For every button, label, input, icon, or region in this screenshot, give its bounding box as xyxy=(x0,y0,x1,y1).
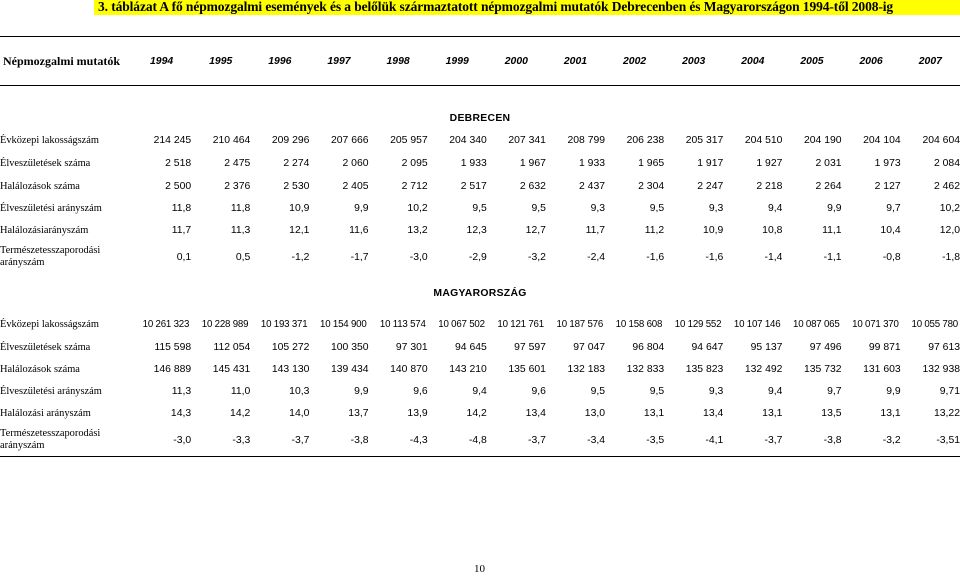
cell-value: 2 530 xyxy=(283,180,310,192)
row-label: Élveszületések száma xyxy=(0,341,91,353)
cell-value: 2 462 xyxy=(933,180,960,192)
cell-value: 10 067 502 xyxy=(438,319,485,330)
cell-value: 135 601 xyxy=(508,363,546,375)
cell-value: 13,1 xyxy=(643,407,665,419)
cell-value: 12,7 xyxy=(525,224,546,236)
cell-value: 204 604 xyxy=(922,134,960,146)
cell-value: 11,1 xyxy=(822,224,842,236)
cell-value: 146 889 xyxy=(153,363,192,375)
cell-value: -3,51 xyxy=(901,424,960,457)
cell-value: -2,9 xyxy=(468,251,487,263)
cell-value: 1 967 xyxy=(519,158,546,169)
cell-value: 0,1 xyxy=(176,251,192,263)
cell-value: -3,5 xyxy=(605,424,664,457)
cell-value: 10 071 370 xyxy=(852,319,899,330)
cell-value: 10,9 xyxy=(703,224,724,236)
cell-value: 2 518 xyxy=(165,158,192,169)
cell-value: 97 597 xyxy=(514,341,546,353)
year-header: 1997 xyxy=(309,37,368,86)
cell-value: 13,2 xyxy=(407,224,428,236)
table-row xyxy=(0,241,960,273)
cell-value: 13,5 xyxy=(821,407,842,419)
cell-value: 10,2 xyxy=(939,202,960,214)
data-table xyxy=(0,36,960,457)
cell-value: 97 301 xyxy=(395,341,428,353)
header-label: Népmozgalmi mutatók xyxy=(0,37,132,86)
cell-value: 9,9 xyxy=(827,202,842,214)
row-label: Élveszületések száma xyxy=(0,158,91,169)
cell-value: 11,3 xyxy=(230,224,251,236)
section-title: MAGYARORSZÁG xyxy=(433,287,527,299)
cell-value: 11,7 xyxy=(171,224,192,236)
cell-value: 9,9 xyxy=(354,385,369,397)
cell-value: 2 247 xyxy=(697,180,724,192)
cell-value: 1 933 xyxy=(579,158,606,169)
row-label: Évközepi lakosságszám xyxy=(0,319,99,330)
cell-value: 205 957 xyxy=(390,134,428,146)
year-header: 2004 xyxy=(723,37,782,86)
cell-value: 94 647 xyxy=(691,341,724,353)
cell-value: 2 405 xyxy=(342,180,369,192)
year-header: 1996 xyxy=(250,37,309,86)
cell-value: 1 917 xyxy=(697,158,724,169)
table-title: 3. táblázat A fő népmozgalmi események és a belőlük származtatott népmozgalmi mutatók Debrecenben és Magyarországon 1994-től 2008-ig xyxy=(98,0,894,14)
cell-value: 14,2 xyxy=(230,407,251,419)
cell-value: -4,3 xyxy=(369,424,428,457)
cell-value: 10 187 576 xyxy=(556,319,604,330)
cell-value: 209 296 xyxy=(271,134,310,146)
cell-value: 12,3 xyxy=(466,224,487,236)
header-row xyxy=(0,37,960,86)
table-row xyxy=(0,175,960,197)
cell-value: -0,8 xyxy=(882,251,901,263)
cell-value: 210 464 xyxy=(212,134,251,146)
cell-value: 9,5 xyxy=(649,202,665,214)
cell-value: 10,8 xyxy=(762,224,783,236)
cell-value: 10 129 552 xyxy=(674,319,722,330)
cell-value: 207 341 xyxy=(508,134,546,146)
cell-value: 11,8 xyxy=(230,202,251,214)
cell-value: 204 510 xyxy=(744,134,783,146)
row-label: Évközepi lakosságszám xyxy=(0,134,99,146)
year-header: 2003 xyxy=(664,37,723,86)
year-header: 2007 xyxy=(901,37,960,86)
cell-value: 9,5 xyxy=(590,385,606,397)
cell-value: 2 264 xyxy=(815,180,842,192)
cell-value: 132 492 xyxy=(744,363,783,375)
cell-value: 10 107 146 xyxy=(733,319,781,330)
section-header-row xyxy=(0,273,960,313)
cell-value: 97 496 xyxy=(809,341,842,353)
year-header: 2002 xyxy=(605,37,664,86)
cell-value: 9,9 xyxy=(354,202,369,214)
cell-value: -1,1 xyxy=(823,251,842,263)
cell-value: 14,3 xyxy=(170,407,192,419)
year-header: 1995 xyxy=(191,37,250,86)
section-header-row xyxy=(0,86,960,129)
cell-value: 13,0 xyxy=(584,407,606,419)
cell-value: -1,4 xyxy=(764,251,783,263)
row-label: Természetesszaporodási arányszám xyxy=(0,245,101,268)
cell-value: 115 598 xyxy=(154,341,192,353)
row-label: Természetesszaporodási arányszám xyxy=(0,424,132,457)
cell-value: -3,7 xyxy=(487,424,546,457)
cell-value: 2 084 xyxy=(933,158,960,169)
cell-value: -4,8 xyxy=(428,424,487,457)
cell-value: 2 376 xyxy=(224,180,251,192)
row-label: Halálozási arányszám xyxy=(0,407,91,419)
year-header: 2006 xyxy=(842,37,901,86)
cell-value: -1,6 xyxy=(646,251,665,263)
cell-value: 9,5 xyxy=(649,385,665,397)
cell-value: 9,3 xyxy=(708,385,724,397)
cell-value: 9,6 xyxy=(413,385,428,397)
cell-value: -3,0 xyxy=(132,424,191,457)
row-label: Halálozásiarányszám xyxy=(0,224,89,236)
page-number: 10 xyxy=(474,563,485,575)
cell-value: 9,5 xyxy=(472,202,487,214)
cell-value: 9,4 xyxy=(767,202,783,214)
cell-value: 10,4 xyxy=(880,224,901,236)
cell-value: 10 121 761 xyxy=(497,319,544,330)
cell-value: 1 965 xyxy=(638,158,665,169)
cell-value: 132 833 xyxy=(626,363,665,375)
table-row xyxy=(0,402,960,424)
cell-value: 9,6 xyxy=(531,385,546,397)
cell-value: 1 973 xyxy=(874,158,901,169)
cell-value: -1,2 xyxy=(291,251,310,263)
section-title: DEBRECEN xyxy=(449,113,511,124)
cell-value: -3,3 xyxy=(191,424,250,457)
table-row xyxy=(0,424,960,457)
cell-value: -3,2 xyxy=(842,424,901,457)
cell-value: 140 870 xyxy=(390,363,428,375)
cell-value: 13,4 xyxy=(703,407,724,419)
table-row xyxy=(0,219,960,241)
cell-value: 9,71 xyxy=(939,385,960,397)
table-row xyxy=(0,380,960,402)
cell-value: 204 104 xyxy=(863,134,901,146)
cell-value: 10 113 574 xyxy=(379,319,426,330)
cell-value: 214 245 xyxy=(153,134,192,146)
cell-value: 2 127 xyxy=(874,180,901,192)
cell-value: 143 210 xyxy=(449,363,487,375)
cell-value: 10 154 900 xyxy=(320,319,367,330)
cell-value: 97 613 xyxy=(928,341,960,353)
table-row xyxy=(0,152,960,175)
cell-value: 2 095 xyxy=(401,158,428,169)
cell-value: 10 158 608 xyxy=(615,319,663,330)
year-header: 2005 xyxy=(782,37,841,86)
cell-value: 11,3 xyxy=(171,385,192,397)
year-header: 1998 xyxy=(369,37,428,86)
cell-value: 9,9 xyxy=(886,385,901,397)
cell-value: 9,7 xyxy=(827,385,842,397)
cell-value: 9,3 xyxy=(708,202,724,214)
cell-value: 2 031 xyxy=(815,158,842,169)
cell-value: 2 274 xyxy=(283,158,310,169)
cell-value: -1,7 xyxy=(350,251,369,263)
cell-value: 2 304 xyxy=(638,180,665,192)
cell-value: 94 645 xyxy=(455,341,487,353)
cell-value: 2 632 xyxy=(519,180,546,192)
cell-value: -3,7 xyxy=(250,424,309,457)
cell-value: 139 434 xyxy=(330,363,369,375)
cell-value: -1,8 xyxy=(942,251,960,263)
cell-value: 2 060 xyxy=(342,158,369,169)
cell-value: 9,4 xyxy=(767,385,783,397)
cell-value: 1 927 xyxy=(756,158,783,169)
cell-value: 11,2 xyxy=(644,224,665,236)
cell-value: 9,7 xyxy=(886,202,901,214)
cell-value: 10,9 xyxy=(289,202,310,214)
cell-value: 132 938 xyxy=(922,363,960,375)
cell-value: 206 238 xyxy=(626,134,665,146)
cell-value: 14,2 xyxy=(466,407,487,419)
table-row xyxy=(0,336,960,358)
cell-value: 99 871 xyxy=(868,341,901,353)
row-label: Élveszületési arányszám xyxy=(0,385,102,397)
row-label: Halálozások száma xyxy=(0,363,80,375)
cell-value: -1,6 xyxy=(705,251,724,263)
cell-value: 10 193 371 xyxy=(260,319,308,330)
cell-value: 2 500 xyxy=(165,180,192,192)
row-label: Élveszületési arányszám xyxy=(0,202,102,214)
year-header: 1999 xyxy=(428,37,487,86)
cell-value: -3,7 xyxy=(723,424,782,457)
cell-value: 2 712 xyxy=(401,180,428,192)
cell-value: 0,5 xyxy=(235,251,251,263)
cell-value: 143 130 xyxy=(271,363,310,375)
cell-value: 12,1 xyxy=(289,224,310,236)
cell-value: -3,8 xyxy=(782,424,841,457)
cell-value: 13,1 xyxy=(762,407,783,419)
cell-value: 13,4 xyxy=(525,407,546,419)
cell-value: 100 350 xyxy=(330,341,369,353)
cell-value: 205 317 xyxy=(685,134,724,146)
cell-value: 10 261 323 xyxy=(142,319,190,330)
table-row xyxy=(0,128,960,152)
cell-value: 10,3 xyxy=(289,385,310,397)
cell-value: 10 228 989 xyxy=(201,319,249,330)
cell-value: -3,4 xyxy=(546,424,605,457)
cell-value: 14,0 xyxy=(289,407,310,419)
cell-value: 95 137 xyxy=(750,341,783,353)
cell-value: -2,4 xyxy=(587,251,606,263)
cell-value: 11,6 xyxy=(349,224,369,236)
cell-value: 12,0 xyxy=(939,224,960,236)
cell-value: 204 340 xyxy=(449,134,487,146)
cell-value: 9,3 xyxy=(590,202,606,214)
cell-value: 2 475 xyxy=(224,158,251,169)
cell-value: 9,5 xyxy=(531,202,546,214)
cell-value: 207 666 xyxy=(330,134,369,146)
cell-value: 135 732 xyxy=(803,363,842,375)
cell-value: 11,0 xyxy=(230,385,251,397)
cell-value: 2 517 xyxy=(460,180,487,192)
cell-value: 1 933 xyxy=(460,158,487,169)
cell-value: 145 431 xyxy=(212,363,251,375)
cell-value: 135 823 xyxy=(685,363,724,375)
cell-value: 9,4 xyxy=(472,385,487,397)
cell-value: 11,8 xyxy=(171,202,192,214)
table-row xyxy=(0,358,960,380)
cell-value: 208 799 xyxy=(567,134,606,146)
cell-value: 204 190 xyxy=(803,134,842,146)
cell-value: 13,7 xyxy=(348,407,369,419)
cell-value: 96 804 xyxy=(632,341,665,353)
year-header: 1994 xyxy=(132,37,191,86)
cell-value: 10 087 065 xyxy=(793,319,840,330)
table-row xyxy=(0,197,960,219)
cell-value: 97 047 xyxy=(573,341,606,353)
cell-value: 105 272 xyxy=(271,341,310,353)
cell-value: 132 183 xyxy=(567,363,606,375)
cell-value: 112 054 xyxy=(213,341,251,353)
row-label: Halálozások száma xyxy=(0,180,80,192)
cell-value: 13,9 xyxy=(407,407,428,419)
cell-value: -3,2 xyxy=(528,251,546,263)
cell-value: 13,22 xyxy=(933,407,960,419)
year-header: 2000 xyxy=(487,37,546,86)
cell-value: 131 603 xyxy=(863,363,901,375)
cell-value: -3,8 xyxy=(309,424,368,457)
cell-value: 11,7 xyxy=(585,224,606,236)
cell-value: 10 055 780 xyxy=(911,319,958,330)
cell-value: -4,1 xyxy=(664,424,723,457)
table-row xyxy=(0,313,960,336)
cell-value: 2 437 xyxy=(579,180,606,192)
cell-value: -3,0 xyxy=(409,251,428,263)
cell-value: 13,1 xyxy=(880,407,901,419)
cell-value: 10,2 xyxy=(407,202,428,214)
cell-value: 2 218 xyxy=(756,180,783,192)
year-header: 2001 xyxy=(546,37,605,86)
